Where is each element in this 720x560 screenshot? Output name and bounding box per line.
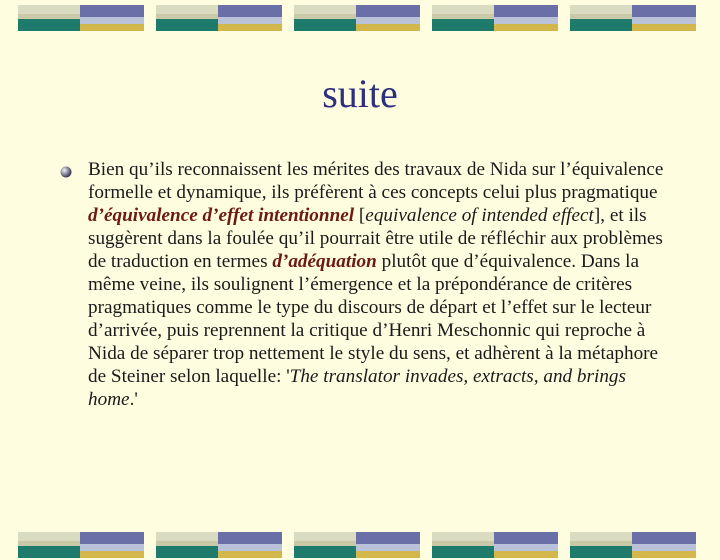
text-segment: Bien qu’ils reconnaissent les mérites des travaux de Nida sur l’équivalence formelle et dynamique, ils préfèrent à ces concepts celui plus pragmatique [88, 159, 664, 203]
deco-block [294, 532, 420, 558]
text-segment: [ [354, 205, 366, 226]
body-paragraph [88, 158, 668, 411]
term-intended-effect: d’équivalence d’effet intentionnel [88, 205, 355, 226]
text-segment: .' [129, 389, 138, 410]
steiner-quote: The translator invades, extracts, and brings home [88, 366, 626, 410]
top-decorative-border [0, 5, 720, 33]
deco-block [294, 5, 420, 31]
deco-block [156, 532, 282, 558]
deco-block [570, 532, 696, 558]
deco-block [156, 5, 282, 31]
deco-block [18, 532, 144, 558]
text-segment: ], et ils suggèrent dans la foulée qu’il pourrait être utile de réfléchir aux problèmes de traduction en termes [88, 205, 663, 272]
term-adequation: d’adéquation [272, 251, 377, 272]
term-english: equivalence of intended effect [365, 205, 594, 226]
deco-block [18, 5, 144, 31]
deco-block [432, 5, 558, 31]
deco-block [570, 5, 696, 31]
sphere-bullet-icon [60, 166, 72, 178]
text-segment: plutôt que d’équivalence. Dans la même veine, ils soulignent l’émergence et la prépondérance de critères pragmatiques comme le type du discours de départ et l’effet sur le lecteur d’arrivée, puis reprennent la critique d’Henri Meschonnic qui reproche à Nida de séparer trop nettement le style du sens, et adhèrent à la métaphore de Steiner selon laquelle: ' [88, 251, 659, 387]
bottom-decorative-border [0, 532, 720, 560]
slide-title: suite [322, 71, 398, 116]
deco-block [432, 532, 558, 558]
